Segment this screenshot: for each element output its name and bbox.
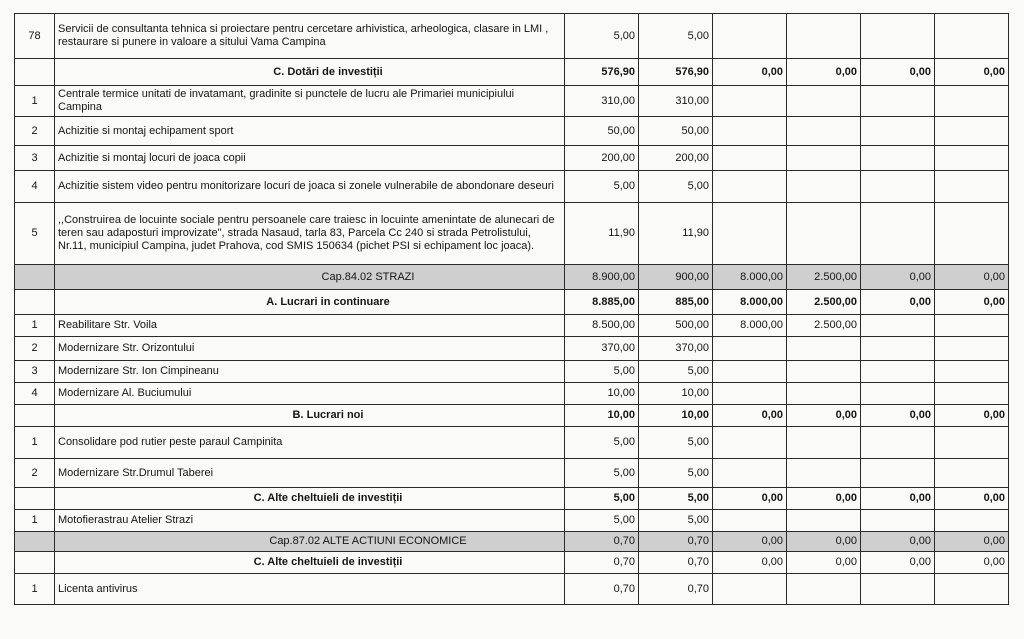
amount-cell-2: 310,00 [639, 86, 713, 117]
amount-cell-3 [713, 383, 787, 405]
amount-cell-3 [713, 146, 787, 171]
row-number: 1 [15, 510, 55, 532]
amount-cell-5 [861, 117, 935, 146]
amount-cell-2: 50,00 [639, 117, 713, 146]
amount-cell-4: 2.500,00 [787, 265, 861, 290]
item-description: Motofierastrau Atelier Strazi [55, 510, 565, 532]
amount-cell-3: 8.000,00 [713, 265, 787, 290]
item-description: ,,Construirea de locuinte sociale pentru persoanele care traiesc in locuinte amenintate de alunecari de teren sau adaposturi improvizate", strada Nasaud, tarla 83, Parcela Cc 240 si strada Petrolistului, Nr.11, municipiul Campina, judet Prahova, cod SMIS 150634 (pichet PSI si echipament loc joaca). [55, 203, 565, 265]
item-description: Achizitie si montaj echipament sport [55, 117, 565, 146]
amount-cell-5: 0,00 [861, 290, 935, 315]
amount-cell-4: 0,00 [787, 488, 861, 510]
amount-cell-5 [861, 574, 935, 605]
amount-cell-2: 5,00 [639, 427, 713, 459]
investment-table [14, 13, 1009, 605]
row-number [15, 552, 55, 574]
amount-cell-4 [787, 361, 861, 383]
amount-cell-2: 0,70 [639, 532, 713, 552]
row-number [15, 290, 55, 315]
amount-cell-3 [713, 361, 787, 383]
amount-cell-3 [713, 337, 787, 361]
table-row [15, 510, 1009, 532]
amount-cell-6 [935, 86, 1009, 117]
amount-cell-4 [787, 510, 861, 532]
table-row [15, 315, 1009, 337]
amount-cell-3 [713, 86, 787, 117]
row-number: 1 [15, 427, 55, 459]
amount-cell-4: 0,00 [787, 552, 861, 574]
amount-cell-2: 0,70 [639, 552, 713, 574]
section-title: Cap.84.02 STRAZI [55, 265, 565, 290]
item-description: Consolidare pod rutier peste paraul Campinita [55, 427, 565, 459]
table-row [15, 361, 1009, 383]
section-row [15, 552, 1009, 574]
amount-cell-2: 0,70 [639, 574, 713, 605]
amount-cell-5 [861, 86, 935, 117]
amount-cell-4: 0,00 [787, 59, 861, 86]
amount-cell-1: 5,00 [565, 510, 639, 532]
section-title: C. Alte cheltuieli de investiții [55, 552, 565, 574]
amount-cell-1: 10,00 [565, 405, 639, 427]
table-row [15, 146, 1009, 171]
amount-cell-5: 0,00 [861, 405, 935, 427]
item-description: Achizitie si montaj locuri de joaca copii [55, 146, 565, 171]
amount-cell-3 [713, 510, 787, 532]
table-row [15, 171, 1009, 203]
amount-cell-1: 8.900,00 [565, 265, 639, 290]
chapter-row [15, 265, 1009, 290]
amount-cell-6: 0,00 [935, 488, 1009, 510]
amount-cell-1: 11,90 [565, 203, 639, 265]
item-description: Licenta antivirus [55, 574, 565, 605]
amount-cell-1: 8.500,00 [565, 315, 639, 337]
amount-cell-5 [861, 171, 935, 203]
amount-cell-6: 0,00 [935, 59, 1009, 86]
row-number [15, 488, 55, 510]
section-title: B. Lucrari noi [55, 405, 565, 427]
section-title: Cap.87.02 ALTE ACTIUNI ECONOMICE [55, 532, 565, 552]
amount-cell-3: 8.000,00 [713, 290, 787, 315]
row-number: 3 [15, 361, 55, 383]
amount-cell-4 [787, 383, 861, 405]
amount-cell-2: 576,90 [639, 59, 713, 86]
amount-cell-1: 50,00 [565, 117, 639, 146]
row-number: 2 [15, 117, 55, 146]
amount-cell-2: 5,00 [639, 14, 713, 59]
amount-cell-5: 0,00 [861, 265, 935, 290]
amount-cell-4 [787, 337, 861, 361]
amount-cell-2: 5,00 [639, 488, 713, 510]
amount-cell-3 [713, 459, 787, 488]
amount-cell-5: 0,00 [861, 59, 935, 86]
item-description: Modernizare Al. Buciumului [55, 383, 565, 405]
amount-cell-3: 0,00 [713, 488, 787, 510]
row-number: 78 [15, 14, 55, 59]
table-row [15, 86, 1009, 117]
amount-cell-3: 0,00 [713, 59, 787, 86]
table-row [15, 14, 1009, 59]
amount-cell-1: 200,00 [565, 146, 639, 171]
amount-cell-6 [935, 171, 1009, 203]
amount-cell-6: 0,00 [935, 552, 1009, 574]
section-row [15, 290, 1009, 315]
section-title: C. Dotări de investiții [55, 59, 565, 86]
row-number [15, 405, 55, 427]
row-number [15, 532, 55, 552]
item-description: Servicii de consultanta tehnica si proiectare pentru cercetare arhivistica, arheologica, clasare in LMI , restaurare si punere in valoare a sitului Vama Campina [55, 14, 565, 59]
amount-cell-2: 5,00 [639, 361, 713, 383]
amount-cell-2: 11,90 [639, 203, 713, 265]
table-row [15, 459, 1009, 488]
amount-cell-5 [861, 510, 935, 532]
amount-cell-5: 0,00 [861, 488, 935, 510]
amount-cell-2: 5,00 [639, 510, 713, 532]
table-row [15, 203, 1009, 265]
table-body [15, 14, 1009, 605]
amount-cell-5 [861, 361, 935, 383]
amount-cell-2: 5,00 [639, 171, 713, 203]
amount-cell-4 [787, 427, 861, 459]
row-number: 5 [15, 203, 55, 265]
row-number: 4 [15, 383, 55, 405]
amount-cell-6 [935, 14, 1009, 59]
amount-cell-3 [713, 171, 787, 203]
amount-cell-4: 2.500,00 [787, 290, 861, 315]
amount-cell-2: 10,00 [639, 383, 713, 405]
amount-cell-4 [787, 146, 861, 171]
amount-cell-3 [713, 427, 787, 459]
amount-cell-2: 5,00 [639, 459, 713, 488]
table-row [15, 337, 1009, 361]
amount-cell-1: 576,90 [565, 59, 639, 86]
amount-cell-4 [787, 459, 861, 488]
row-number: 4 [15, 171, 55, 203]
chapter-row [15, 532, 1009, 552]
amount-cell-1: 5,00 [565, 171, 639, 203]
amount-cell-5: 0,00 [861, 552, 935, 574]
amount-cell-1: 0,70 [565, 552, 639, 574]
item-description: Modernizare Str. Orizontului [55, 337, 565, 361]
amount-cell-4 [787, 117, 861, 146]
amount-cell-1: 5,00 [565, 459, 639, 488]
amount-cell-3 [713, 574, 787, 605]
row-number [15, 59, 55, 86]
amount-cell-2: 885,00 [639, 290, 713, 315]
amount-cell-4 [787, 574, 861, 605]
section-row [15, 488, 1009, 510]
item-description: Centrale termice unitati de invatamant, gradinite si punctele de lucru ale Primariei municipiului Campina [55, 86, 565, 117]
amount-cell-3 [713, 203, 787, 265]
amount-cell-5 [861, 459, 935, 488]
amount-cell-6: 0,00 [935, 290, 1009, 315]
amount-cell-4: 0,00 [787, 405, 861, 427]
row-number: 1 [15, 574, 55, 605]
amount-cell-1: 10,00 [565, 383, 639, 405]
amount-cell-2: 10,00 [639, 405, 713, 427]
amount-cell-5 [861, 383, 935, 405]
row-number: 3 [15, 146, 55, 171]
amount-cell-4: 0,00 [787, 532, 861, 552]
amount-cell-5 [861, 203, 935, 265]
amount-cell-3 [713, 14, 787, 59]
amount-cell-6 [935, 459, 1009, 488]
amount-cell-5 [861, 146, 935, 171]
amount-cell-1: 370,00 [565, 337, 639, 361]
amount-cell-6: 0,00 [935, 405, 1009, 427]
section-title: C. Alte cheltuieli de investiții [55, 488, 565, 510]
amount-cell-5 [861, 14, 935, 59]
amount-cell-3: 0,00 [713, 552, 787, 574]
amount-cell-2: 200,00 [639, 146, 713, 171]
section-row [15, 405, 1009, 427]
table-row [15, 383, 1009, 405]
amount-cell-4 [787, 203, 861, 265]
amount-cell-4: 2.500,00 [787, 315, 861, 337]
amount-cell-5 [861, 337, 935, 361]
amount-cell-3 [713, 117, 787, 146]
amount-cell-6: 0,00 [935, 265, 1009, 290]
amount-cell-1: 8.885,00 [565, 290, 639, 315]
amount-cell-2: 900,00 [639, 265, 713, 290]
amount-cell-1: 310,00 [565, 86, 639, 117]
amount-cell-4 [787, 171, 861, 203]
amount-cell-6 [935, 337, 1009, 361]
row-number: 1 [15, 315, 55, 337]
amount-cell-3: 0,00 [713, 532, 787, 552]
amount-cell-6 [935, 383, 1009, 405]
amount-cell-2: 370,00 [639, 337, 713, 361]
amount-cell-5 [861, 315, 935, 337]
amount-cell-4 [787, 14, 861, 59]
item-description: Modernizare Str. Ion Cimpineanu [55, 361, 565, 383]
amount-cell-6 [935, 203, 1009, 265]
amount-cell-3: 0,00 [713, 405, 787, 427]
amount-cell-1: 5,00 [565, 427, 639, 459]
section-row [15, 59, 1009, 86]
amount-cell-1: 0,70 [565, 532, 639, 552]
section-title: A. Lucrari in continuare [55, 290, 565, 315]
amount-cell-6 [935, 510, 1009, 532]
row-number [15, 265, 55, 290]
table-row [15, 427, 1009, 459]
table-row [15, 574, 1009, 605]
amount-cell-6 [935, 146, 1009, 171]
amount-cell-6 [935, 427, 1009, 459]
amount-cell-6 [935, 117, 1009, 146]
amount-cell-3: 8.000,00 [713, 315, 787, 337]
table-row [15, 117, 1009, 146]
amount-cell-5 [861, 427, 935, 459]
amount-cell-2: 500,00 [639, 315, 713, 337]
row-number: 2 [15, 337, 55, 361]
row-number: 1 [15, 86, 55, 117]
amount-cell-5: 0,00 [861, 532, 935, 552]
item-description: Reabilitare Str. Voila [55, 315, 565, 337]
item-description: Achizitie sistem video pentru monitorizare locuri de joaca si zonele vulnerabile de abondonare deseuri [55, 171, 565, 203]
row-number: 2 [15, 459, 55, 488]
amount-cell-4 [787, 86, 861, 117]
amount-cell-1: 5,00 [565, 361, 639, 383]
amount-cell-6 [935, 574, 1009, 605]
amount-cell-6: 0,00 [935, 532, 1009, 552]
amount-cell-1: 5,00 [565, 488, 639, 510]
amount-cell-6 [935, 361, 1009, 383]
item-description: Modernizare Str.Drumul Taberei [55, 459, 565, 488]
amount-cell-6 [935, 315, 1009, 337]
amount-cell-1: 5,00 [565, 14, 639, 59]
amount-cell-1: 0,70 [565, 574, 639, 605]
